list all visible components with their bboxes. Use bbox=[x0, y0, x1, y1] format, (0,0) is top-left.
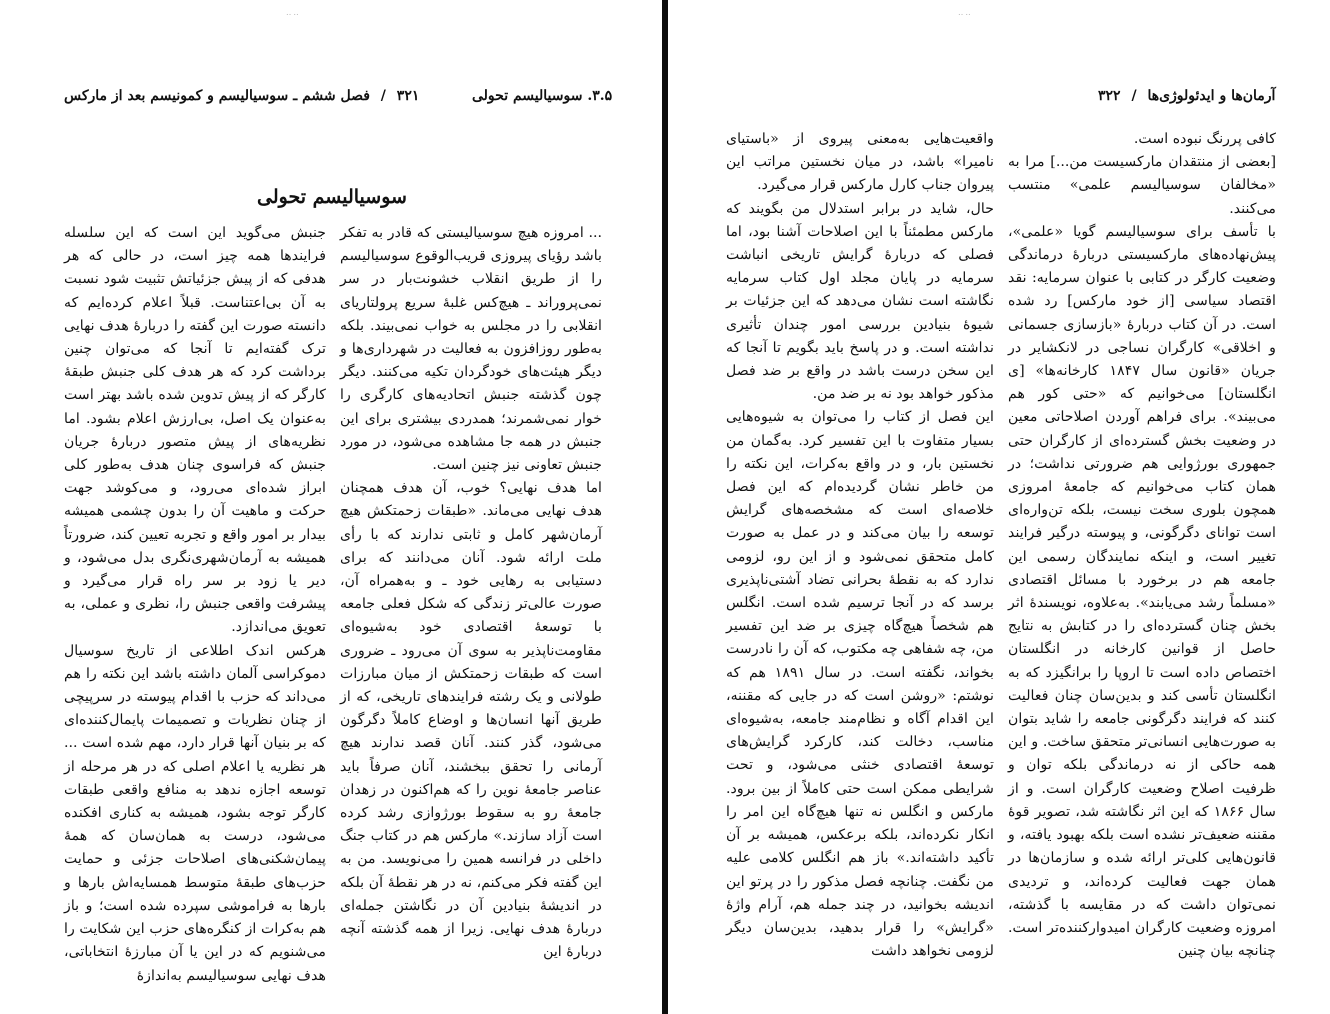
section-title: سوسیالیسم تحولی bbox=[257, 186, 407, 208]
text-column-right: ... امروزه هیچ سوسیالیستی که قادر به تفکر باشد رؤیای پیروزی قریب‌الوقوع سوسیالیسم را از طریق انقلاب خشونت‌بار در سر نمی‌پروراند ـ هیچ‌کس غلبهٔ سریع پرولتاریای انقلابی را در مجلس به خواب نمی‌بیند. بلکه به‌طور روزافزون به فعالیت در شهرداری‌ها و دیگر هیئت‌های خودگردان تکیه می‌کنند. دیگر چون گذشته جنبش اتحادیه‌های کارگری را خوار نمی‌شمرند؛ همدردی بیشتری برای این جنبش در همه جا مشاهده می‌شود، در مورد جنبش تعاونی نیز چنین است. اما هدف نهایی؟ خوب، آن هدف همچنان هدف نهایی می‌ماند. «طبقات زحمتکش هیچ آرمان‌شهر کامل و ثابتی ندارند که با رأی ملت ارائه شود. آنان می‌دانند که برای دستیابی به رهایی خود ـ و به‌همراه آن، صورت عالی‌تر زندگی که شکل فعلی جامعه با توسعهٔ اقتصادی خود به‌شیوه‌ای مقاومت‌ناپذیر به سوی آن می‌رود ـ ضروری است که طبقات زحمتکش از میان مبارزات طولانی و یک رشته فرایندهای تاریخی، که از طریق آنها انسان‌ها و اوضاع کاملاً دگرگون می‌شود، گذر کنند. آنان قصد ندارند هیچ آرمانی را تحقق ببخشند، آنان صرفاً باید عناصر جامعهٔ نوین را که هم‌اکنون در زهدان جامعهٔ رو به سقوط بورژوازی رشد کرده است آزاد سازند.» مارکس هم در کتاب جنگ داخلی در فرانسه همین را می‌نویسد. من به این گفته فکر می‌کنم، نه در هر نقطهٔ آن بلکه در اندیشهٔ بنیادین آن در نگاشتن جمله‌ای دربارهٔ هدف نهایی. زیرا از همه گذشته آنچه دربارهٔ این bbox=[340, 225, 602, 961]
right-page bbox=[668, 0, 1330, 1014]
text-column-left: جنبش می‌گوید این است که این سلسله فرایندها همه چیز است، در حالی که هر هدفی که از پیش جزئیاتش تثبیت شود نسبت به آن بی‌اعتناست. قبلاً اعلام کرده‌ایم که دانسته صورت این گفته را دربارهٔ هدف نهایی ترک گفته‌ایم تا آنجا که می‌توان چنین برداشت کرد که هر هدف کلی جنبش طبقهٔ کارگر که از پیش تدوین شده باشد بهتر است به‌عنوان یک اصل، بی‌ارزش اعلام بشود. اما نظریه‌های از پیش متصور دربارهٔ جریان جنبش که فراسوی چنان هدف به‌طور کلی ابراز شده‌ای می‌رود، و می‌کوشد جهت حرکت و ماهیت آن را بدون چشمی همیشه بیدار بر امور واقع و تجربه تعیین کند، ضرورتاً همیشه به آرمان‌شهری‌نگری بدل می‌شود، و دیر یا زود بر سر راه قرار می‌گیرد و پیشرفت واقعی جنبش را، نظری و عملی، به تعویق می‌اندازد. هرکس اندک اطلاعی از تاریخ سوسیال دموکراسی آلمان داشته باشد این نکته را هم می‌داند که حزب با اقدام پیوسته در سرپیچی از چنان نظریات و تصمیمات پایمال‌کننده‌ای که بر بنیان آنها قرار دارد، مهم شده است ... هر نظریه یا اعلام اصلی که در هر مرحله از توسعه اجازه ندهد به منافع واقعی طبقات کارگر توجه بشود، همیشه به کناری افکنده می‌شود، درست به همان‌سان که همهٔ پیمان‌شکنی‌های اصلاحات جزئی و حمایت حزب‌های طبقهٔ متوسط همسایه‌اش بارها و بارها به فراموشی سپرده شده است؛ و باز هم به‌کرات از کنگره‌های حزب این شکایت را می‌شنویم که در این یا آن مبارزهٔ انتخاباتی، هدف نهایی سوسیالیسم به‌اندازهٔ bbox=[64, 225, 326, 984]
text-column-left: واقعیت‌هایی به‌معنی پیروی از «باستیای نامیرا» باشد، در میان نخستین مراتب این پیروان جناب کارل مارکس قرار می‌گیرد. حال، شاید در برابر استدلال من بگویند که مارکس مطمئناً با این اصلاحات آشنا بود، اما فصلی که دربارهٔ گرایش تاریخی انباشت سرمایه در پایان مجلد اول کتاب سرمایه نگاشته است نشان می‌دهد که این جزئیات بر شیوهٔ بنیادین بررسی امور چندان تأثیری نداشته است. و در پاسخ باید بگویم تا آنجا که این سخن درست باشد در واقع بر ضد فصل مذکور خواهد بود نه بر ضد من. این فصل از کتاب را می‌توان به شیوه‌هایی بسیار متفاوت با این تفسیر کرد. به‌گمان من نخستین بار، و در واقع به‌کرات، این نکته را من خاطر نشان گردیده‌ام که این فصل خلاصه‌ای است که مشخصه‌های گرایش توسعه را بیان می‌کند و در عمل به صورت کامل متحقق نمی‌شود و از این رو، لزومی ندارد که به نقطهٔ بحرانی تضاد آشتی‌ناپذیری برسد که در آنجا ترسیم شده است. انگلس هم شخصاً هیچ‌گاه چیزی بر ضد این تفسیر من، چه شفاهی چه مکتوب، که آن را نادرست بخواند، نگفته است. در سال ۱۸۹۱ هم که نوشتم: «روشن است که در جایی که مقننه، این اقدام آگاه و نظام‌مند جامعه، به‌شیوه‌ای مناسب، دخالت کند، کارکرد گرایش‌های توسعهٔ اقتصادی خنثی می‌شود، و تحت شرایطی ممکن است حتی کاملاً از بین برود. مارکس و انگلس نه تنها هیچ‌گاه این امر را انکار نکرده‌اند، بلکه برعکس، همیشه بر آن تأکید داشته‌اند.» باز هم انگلس کلامی علیه من نگفت. چنانچه فصل مذکور را در پرتو این اندیشه بخوانید، در چند جمله هم، آرام واژهٔ «گرایش» را قرار بدهید، بدین‌سان دیگر لزومی نخواهد داشت bbox=[726, 131, 994, 960]
chapter-title: فصل ششم ـ سوسیالیسم و کمونیسم بعد از مارکس bbox=[64, 88, 370, 104]
book-title: آرمان‌ها و ایدئولوژی‌ها bbox=[1147, 88, 1276, 104]
left-page bbox=[0, 0, 662, 1014]
page-number: ۳۲۱ bbox=[396, 88, 420, 104]
top-mark: ‥‥ bbox=[958, 8, 973, 17]
page-number: ۳۲۲ bbox=[1098, 88, 1121, 104]
running-header-right bbox=[1098, 88, 1275, 104]
header-separator: / bbox=[1131, 88, 1137, 104]
top-mark: ‥‥ bbox=[286, 8, 301, 17]
text-column-right: کافی پررنگ نبوده است. [بعضی از منتقدان مارکسیست من...] مرا به «مخالفان سوسیالیسم علمی» منتسب می‌کنند. با تأسف برای سوسیالیسم گویا «علمی»، پیش‌نهاده‌های مارکسیستی دربارهٔ درماندگی وضعیت کارگر در کتابی با عنوان سرمایه: نقد اقتصاد سیاسی [از خود مارکس] رد شده است. در آن کتاب دربارهٔ «بازسازی جسمانی و اخلاقی» کارگران نساجی در لانکشایر در جریان «قانون سال ۱۸۴۷ کارخانه‌ها» [ی انگلستان] می‌خوانیم که «حتی کور هم می‌بیند». برای فراهم آوردن اصلاحاتی معین در وضعیت بخش گسترده‌ای از کارگران حتی جمهوری بورژوایی هم ضرورتی نداشت؛ در همان کتاب می‌خوانیم که جامعهٔ امروزی همچون بلوری سخت نیست، بلکه تن‌واره‌ای است توانای دگرگونی، و پیوسته درگیر فرایند تغییر است، و اینکه نمایندگان رسمی این جامعه هم در برخورد با مسائل اقتصادی «مسلماً رشد می‌یابند». به‌علاوه، نویسندهٔ اثر بخش چنان گسترده‌ای را در کتابش به نتایج حاصل از قوانین کارخانه در انگلستان اختصاص داده است تا اروپا را برانگیزد که به انگلستان تأسی کند و بدین‌سان چنان فعالیت کنند که فرایند دگرگونی جامعه را شاید بتوان به صورت‌هایی انسانی‌تر متحقق ساخت. و این همه حاکی از نه درماندگی بلکه توان و ظرفیت اصلاح وضعیت کارگران است. و از سال ۱۸۶۶ که این اثر نگاشته شد، تصویر قوهٔ مقننه ضعیف‌تر نشده است بلکه بهبود یافته، و قانون‌هایی کلی‌تر ارائه شده و سازمان‌ها در همان جهت فعالیت کرده‌اند، و تردیدی نمی‌توان داشت که در مقایسه با گذشته، امروزه وضعیت کارگران امیدوارکننده‌تر است. چنانچه بیان چنین bbox=[1008, 131, 1276, 960]
running-header-left bbox=[64, 88, 419, 104]
header-separator: / bbox=[380, 88, 386, 104]
running-header-section: ۳.۵. سوسیالیسم تحولی bbox=[472, 88, 613, 104]
